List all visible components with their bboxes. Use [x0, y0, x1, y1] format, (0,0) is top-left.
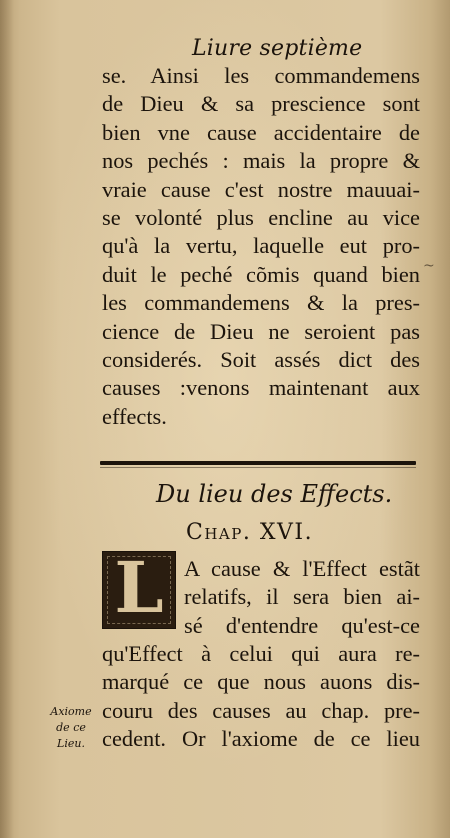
text-line: duit le peché cõmis quand bien: [102, 261, 420, 287]
decorated-initial: [102, 546, 176, 629]
text-line: considerés. Soit assés dict des: [102, 347, 420, 373]
running-head: Liure septième: [192, 36, 363, 61]
text-line: qu'à la vertu, laquelle eut pro-: [102, 233, 420, 259]
text-line: nos pechés : mais la propre &: [102, 148, 420, 174]
section-title: Du lieu des Effects.: [156, 480, 393, 508]
text-line: les commandemens & la pres-: [102, 290, 420, 316]
text-line: relatifs, il sera bien ai-: [184, 584, 420, 610]
text-line: sé d'entendre qu'est-ce: [184, 612, 420, 638]
text-line: bien vne cause accidentaire de: [102, 119, 420, 145]
gutter-shadow: [0, 0, 14, 838]
text-line: marqué ce que nous auons dis-: [102, 669, 420, 695]
text-line: causes :venons maintenant aux: [102, 375, 420, 401]
text-line: de Dieu & sa prescience sont: [102, 91, 420, 117]
text-line: qu'Effect à celui qui aura re-: [102, 641, 420, 666]
body-text: [102, 62, 420, 431]
section-divider-rule: [100, 461, 416, 465]
text-line: vraie cause c'est nostre mauuai-: [102, 176, 420, 202]
text-line: A cause & l'Effect estãt: [184, 556, 420, 581]
text-line: cience de Dieu ne seroient pas: [102, 318, 420, 344]
margin-note-line: de ce: [56, 721, 86, 734]
margin-note-line: Axiome: [50, 705, 92, 718]
text-line: couru des causes au chap. pre-: [102, 697, 420, 723]
margin-note: [44, 704, 98, 752]
text-line: se. Ainsi les commandemens: [102, 63, 420, 88]
margin-note-line: Lieu.: [57, 737, 85, 750]
text-line: effects.: [102, 403, 167, 429]
decorated-initial-letter: L: [114, 546, 164, 629]
paragraph-continuation: [102, 640, 420, 754]
opening-paragraph: [184, 555, 420, 640]
chapter-heading: Chap. XVI.: [186, 520, 314, 545]
text-line: se volonté plus encline au vice: [102, 205, 420, 231]
text-line: cedent. Or l'axiome de ce lieu: [102, 726, 420, 752]
margin-mark: ~: [423, 258, 435, 274]
